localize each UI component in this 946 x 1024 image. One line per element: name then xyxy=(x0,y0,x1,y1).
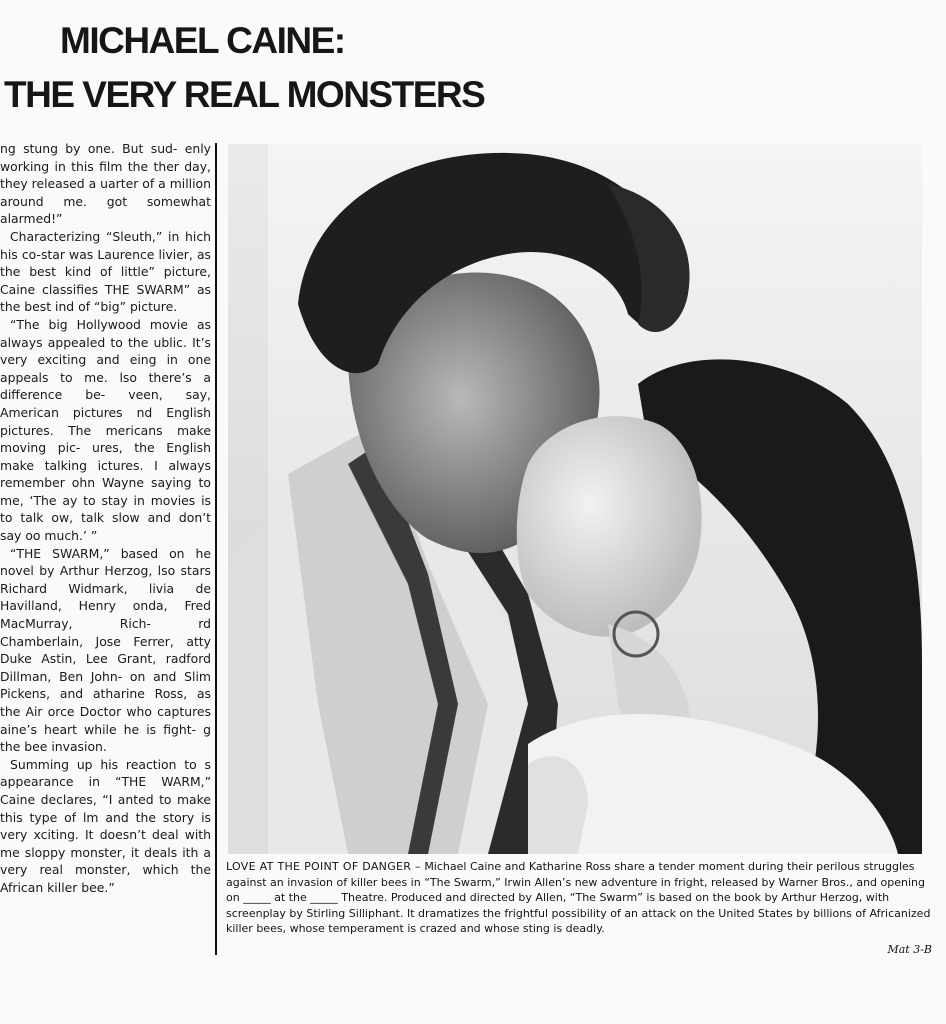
photo-couple-kiss xyxy=(228,144,922,854)
article-paragraph: “The big Hollywood movie as always appealed to the ublic. It’s very exciting and eing in one appeals to me. lso there’s a difference be- veen, say, American pictures nd English pictures. The mericans make moving pic- ures, the English make talking ictures. I always remember ohn Wayne saying to me, ‘The ay to stay in movies is to talk ow, talk slow and don’t say oo much.’ ” xyxy=(0,316,211,544)
caption-body: Michael Caine and Katharine Ross share a tender moment during their perilous struggles against an invasion of killer bees in “The Swarm,” Irwin Allen’s new adventure in fright, released by Warner Bros., and opening on _____ at the _____ Theatre. Produced and directed by Allen, “The Swarm” is based on the book by Arthur Herzog, with screenplay by Stirling Silliphant. It dramatizes the frightful possibility of an attack on the United States by billions of Africanized killer bees, whose temperament is crazed and whose sting is deadly. xyxy=(226,860,931,936)
mat-number: Mat 3-B xyxy=(887,943,932,956)
headline xyxy=(0,14,600,122)
photo-caption xyxy=(226,859,932,937)
article-column xyxy=(0,140,211,955)
headline-line-2: THE VERY REAL MONSTERS xyxy=(4,74,485,115)
headline-line-1: MICHAEL CAINE: xyxy=(60,20,345,61)
article-paragraph: Characterizing “Sleuth,” in hich his co-star was Laurence livier, as the best kind of little” picture, Caine classifies THE SWARM” as the best ind of “big” picture. xyxy=(0,228,211,315)
article-paragraph: Summing up his reaction to s appearance in “THE WARM,” Caine declares, “I anted to make this type of lm and the story is very xciting. It doesn’t deal with me sloppy monster, it deals ith a very real monster, which the African killer bee.” xyxy=(0,756,211,895)
column-divider xyxy=(215,143,217,955)
article-paragraph: “THE SWARM,” based on he novel by Arthur Herzog, lso stars Richard Widmark, livia de Havilland, Henry onda, Fred MacMurray, Rich- rd Chamberlain, Jose Ferrer, atty Duke Astin, Lee Grant, radford Dillman, Ben John- on and Slim Pickens, and atharine Ross, as the Air orce Doctor who captures aine’s heart while he is fight- g the bee invasion. xyxy=(0,545,211,755)
article-paragraph: ng stung by one. But sud- enly working in this film the ther day, they released a uarter of a million around me. got somewhat alarmed!” xyxy=(0,141,211,227)
caption-heading: LOVE AT THE POINT OF DANGER – xyxy=(226,860,421,873)
